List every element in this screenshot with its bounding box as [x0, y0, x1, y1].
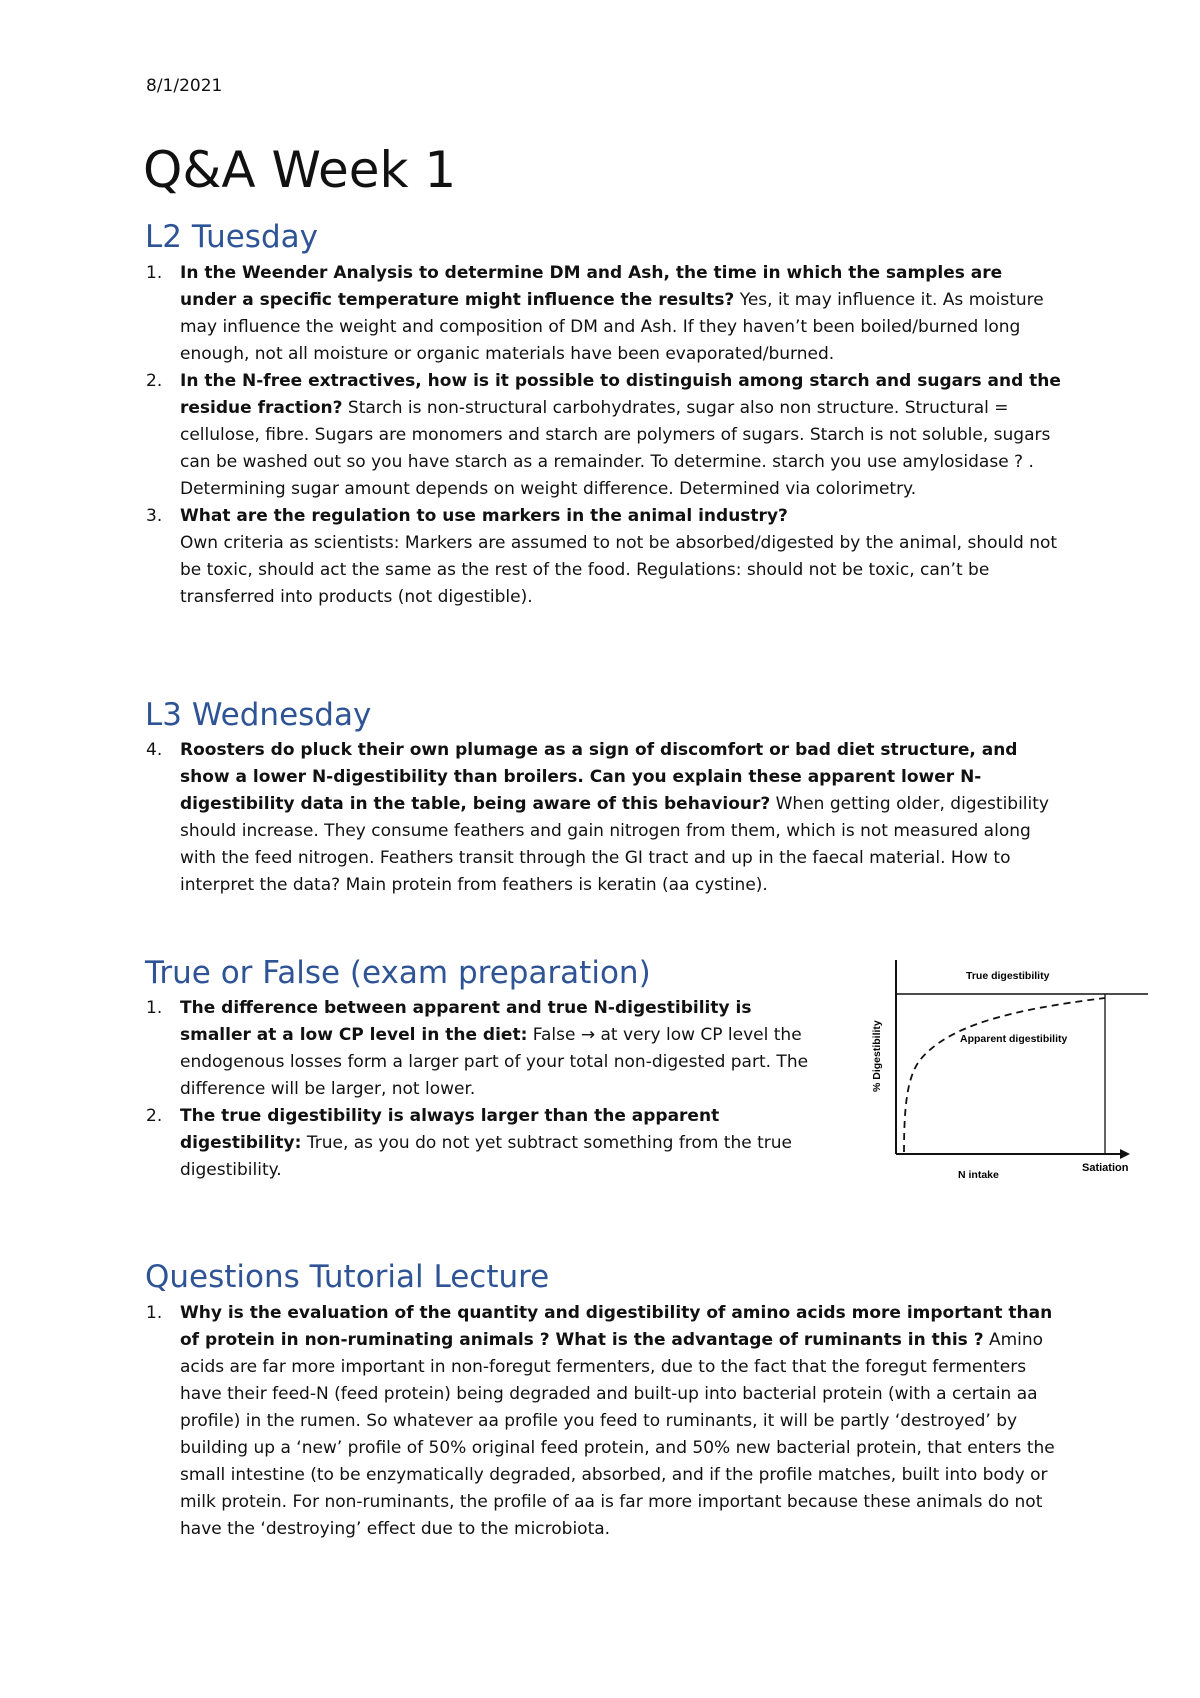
answer-text: False → at very low CP level the endogenous losses form a larger part of your total non-digested part. The difference will be larger, not lower. [180, 1025, 809, 1099]
l3-question-list [144, 737, 1064, 899]
answer-text: Own criteria as scientists: Markers are assumed to not be absorbed/digested by the animal, should not be toxic, should act the same as the rest of the food. Regulations: should not be toxic, can’t be transferred into products (not digestible). [180, 533, 1058, 607]
item-number: 1. [146, 1303, 163, 1323]
x-axis-label: N intake [958, 1169, 999, 1181]
question-text: In the Weender Analysis to determine DM and Ash, the time in which the samples are under a specific temperature might influence the results? [180, 263, 1003, 310]
item-number: 1. [146, 998, 163, 1018]
x-axis-arrow [1120, 1149, 1130, 1159]
answer-text: Amino acids are far more important in non-foregut fermenters, due to the fact that the foregut fermenters have their feed-N (feed protein) being degraded and built-up into bacterial protein (with a certain aa profile) in the rumen. So whatever aa profile you feed to ruminants, it will be partly ‘destroyed’ by building up a ‘new’ profile of 50% original feed protein, and 50% new bacterial protein, that enters the small intestine (to be enzymatically degraded, absorbed, and if the profile matches, built into body or milk protein. For non-ruminants, the profile of aa is far more important because these animals do not have the ‘destroying’ effect due to the microbiota. [180, 1330, 1055, 1539]
page-title: Q&A Week 1 [143, 141, 457, 199]
true-false-list [144, 995, 820, 1184]
answer-text: Yes, it may influence it. As moisture may influence the weight and composition of DM and Ash. If they haven’t been boiled/burned long enough, not all moisture or organic materials have been evaporated/burned. [180, 290, 1044, 364]
true-digestibility-label: True digestibility [966, 970, 1050, 982]
list-item [144, 1300, 1064, 1543]
list-item [144, 503, 1064, 611]
item-number: 4. [146, 740, 163, 760]
apparent-digestibility-label: Apparent digestibility [960, 1033, 1068, 1045]
item-number: 1. [146, 263, 163, 283]
section-heading-tutorial: Questions Tutorial Lecture [145, 1259, 550, 1295]
question-text: The true digestibility is always larger than the apparent digestibility: [180, 1106, 720, 1153]
question-text: Roosters do pluck their own plumage as a sign of discomfort or bad diet structure, and show a lower N-digestibility than broilers. Can you explain these apparent lower N-digestibility data in the table, being aware of this behaviour? [180, 740, 1018, 814]
answer-text: Starch is non-structural carbohydrates, sugar also non structure. Structural = cellulose, fibre. Sugars are monomers and starch are polymers of sugars. Starch is not soluble, sugars can be washed out so you have starch as a remainder. To determine. starch you use amylosidase ? . Determining sugar amount depends on weight difference. Determined via colorimetry. [180, 398, 1051, 499]
question-text: In the N-free extractives, how is it possible to distinguish among starch and sugars and the residue fraction? [180, 371, 1061, 418]
question-text: The difference between apparent and true N-digestibility is smaller at a low CP level in the diet: [180, 998, 752, 1045]
section-heading-l2: L2 Tuesday [145, 219, 318, 255]
satiation-label: Satiation [1082, 1162, 1129, 1174]
question-text: What are the regulation to use markers in the animal industry? [180, 506, 788, 526]
item-number: 2. [146, 371, 163, 391]
list-item [144, 260, 1064, 368]
y-axis-label: % Digestibility [871, 1020, 883, 1092]
section-heading-l3: L3 Wednesday [145, 697, 372, 733]
item-number: 3. [146, 506, 163, 526]
answer-text: When getting older, digestibility should increase. They consume feathers and gain nitrogen from them, which is not measured along with the feed nitrogen. Feathers transit through the GI tract and up in the faecal material. How to interpret the data? Main protein from feathers is keratin (aa cystine). [180, 794, 1049, 895]
list-item [144, 737, 1064, 899]
digestibility-figure [858, 952, 1148, 1182]
section-heading-true-false: True or False (exam preparation) [145, 955, 651, 991]
list-item [144, 995, 820, 1103]
document-date: 8/1/2021 [146, 76, 223, 96]
list-item [144, 1103, 820, 1184]
apparent-digestibility-curve [904, 998, 1105, 1152]
question-text: Why is the evaluation of the quantity and digestibility of amino acids more important than of protein in non-ruminating animals ? What is the advantage of ruminants in this ? [180, 1303, 1053, 1350]
l2-question-list [144, 260, 1064, 611]
tutorial-question-list [144, 1300, 1064, 1543]
answer-text: True, as you do not yet subtract something from the true digestibility. [180, 1133, 792, 1180]
list-item [144, 368, 1064, 503]
item-number: 2. [146, 1106, 163, 1126]
